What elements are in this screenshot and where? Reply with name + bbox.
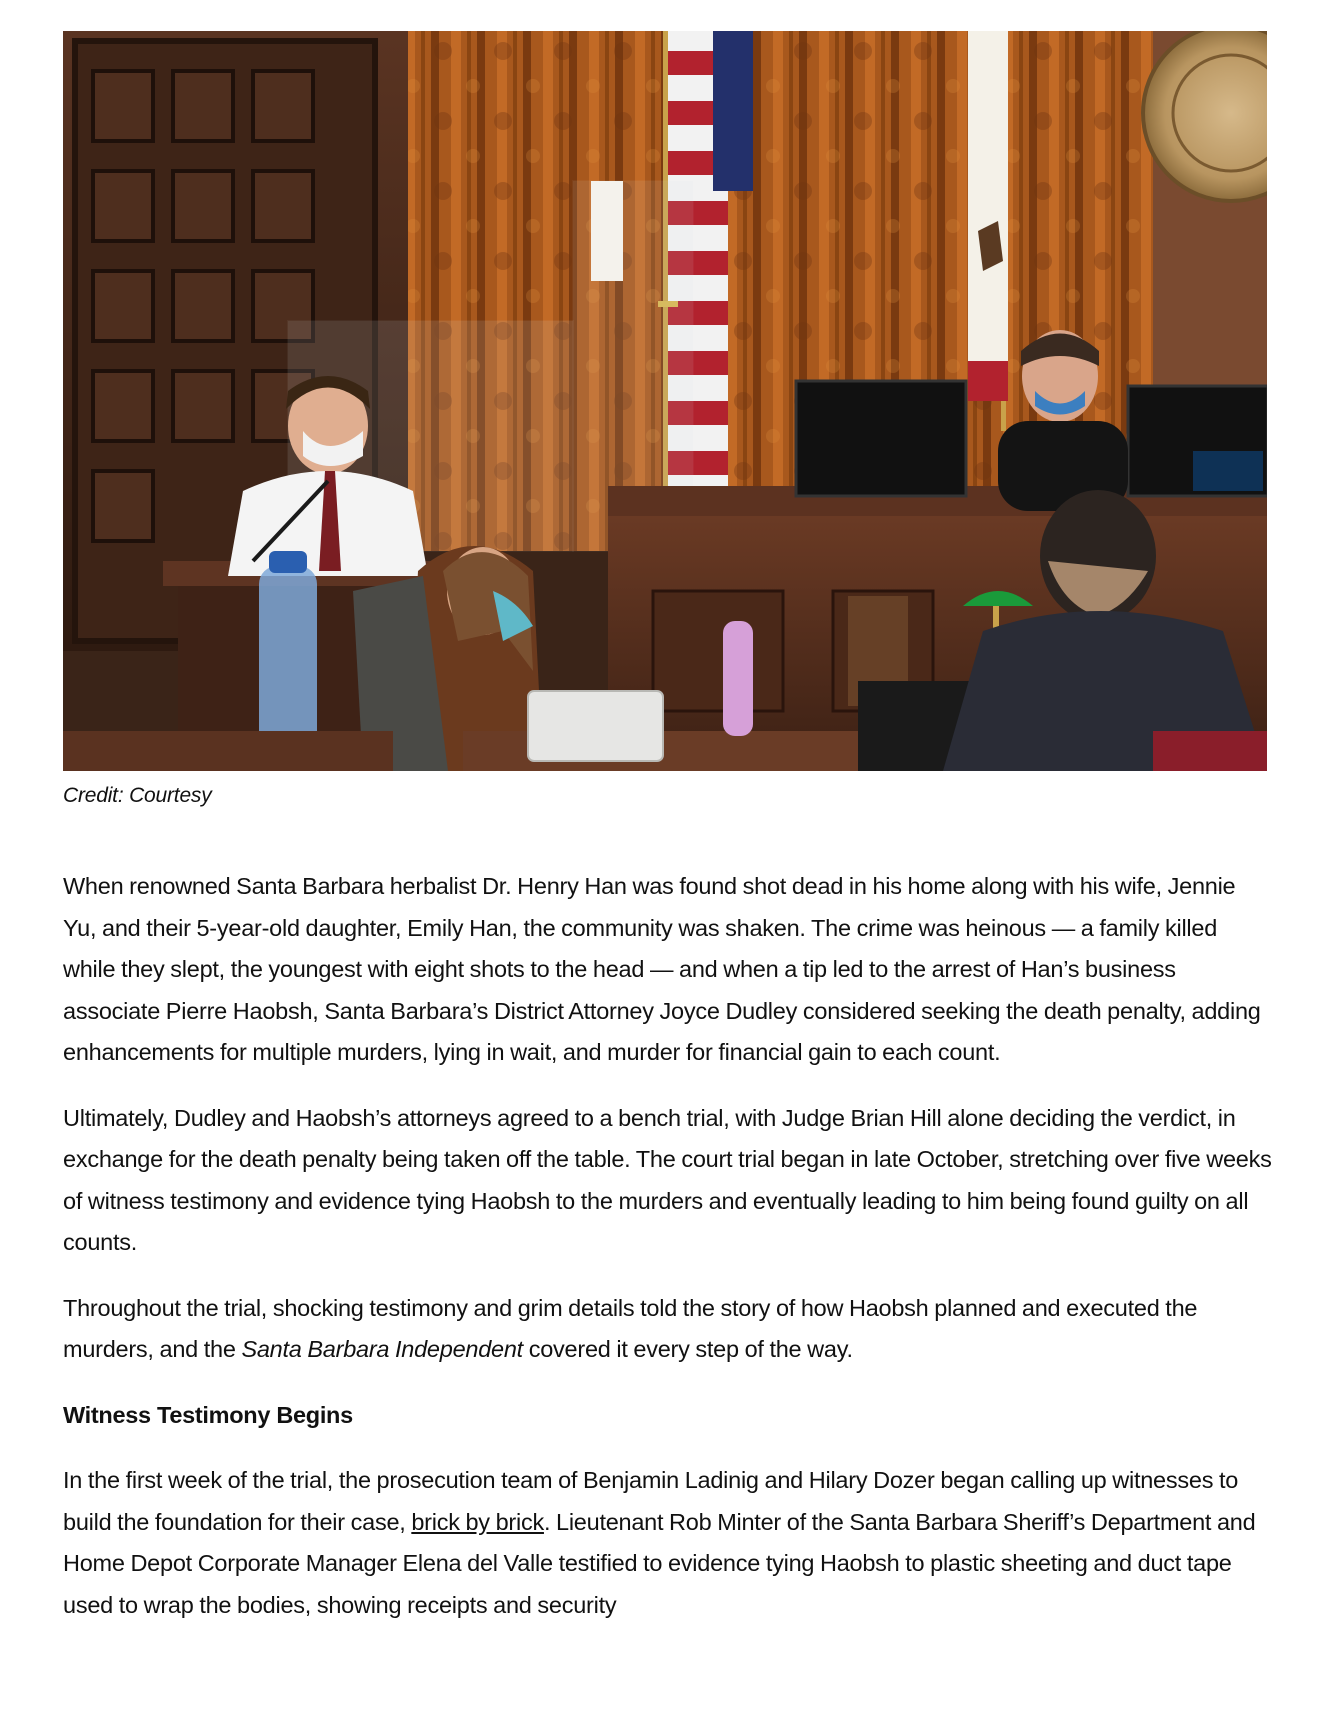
paragraph-coverage bbox=[63, 1288, 1273, 1371]
photo-credit: Credit: Courtesy bbox=[63, 784, 212, 807]
courtroom-photo bbox=[63, 31, 1267, 771]
testimony-text-start: In the first week of the trial, the prosecution team of Benjamin Ladinig and Hilary Dozer began calling up witnesses to build the foundation for their case, bbox=[63, 1467, 1239, 1535]
paragraph-testimony bbox=[63, 1460, 1273, 1626]
article-body bbox=[63, 866, 1273, 1650]
paragraph-intro: When renowned Santa Barbara herbalist Dr. Henry Han was found shot dead in his home along with his wife, Jennie Yu, and their 5-year-old daughter, Emily Han, the community was shaken. The crime was heinous — a family killed while they slept, the youngest with eight shots to the head — and when a tip led to the arrest of Han’s business associate Pierre Haobsh, Santa Barbara’s District Attorney Joyce Dudley considered seeking the death penalty, adding enhancements for multiple murders, lying in wait, and murder for financial gain to each count. bbox=[63, 873, 1261, 1065]
coverage-text-end: covered it every step of the way. bbox=[522, 1336, 853, 1362]
testimony-text-end: . Lieutenant Rob Minter of the Santa Barbara Sheriff’s Department and Home Depot Corporate Manager Elena del Valle testified to evidence tying Haobsh to plastic sheeting and duct tape used to wrap the bodies, showing receipts and security bbox=[63, 1508, 1256, 1618]
paragraph-bench-trial: Ultimately, Dudley and Haobsh’s attorneys agreed to a bench trial, with Judge Brian Hill alone deciding the verdict, in exchange for the death penalty being taken off the table. The court trial began in late October, stretching over five weeks of witness testimony and evidence tying Haobsh to the murders and eventually leading to him being found guilty on all counts. bbox=[63, 1104, 1272, 1255]
brick-by-brick-link[interactable]: brick by brick bbox=[411, 1508, 544, 1535]
coverage-text-start: Throughout the trial, shocking testimony and grim details told the story of how Haobsh planned and executed the murders, and the bbox=[63, 1294, 1198, 1362]
section-heading: Witness Testimony Begins bbox=[63, 1401, 353, 1428]
publication-name: Santa Barbara Independent bbox=[241, 1336, 523, 1362]
